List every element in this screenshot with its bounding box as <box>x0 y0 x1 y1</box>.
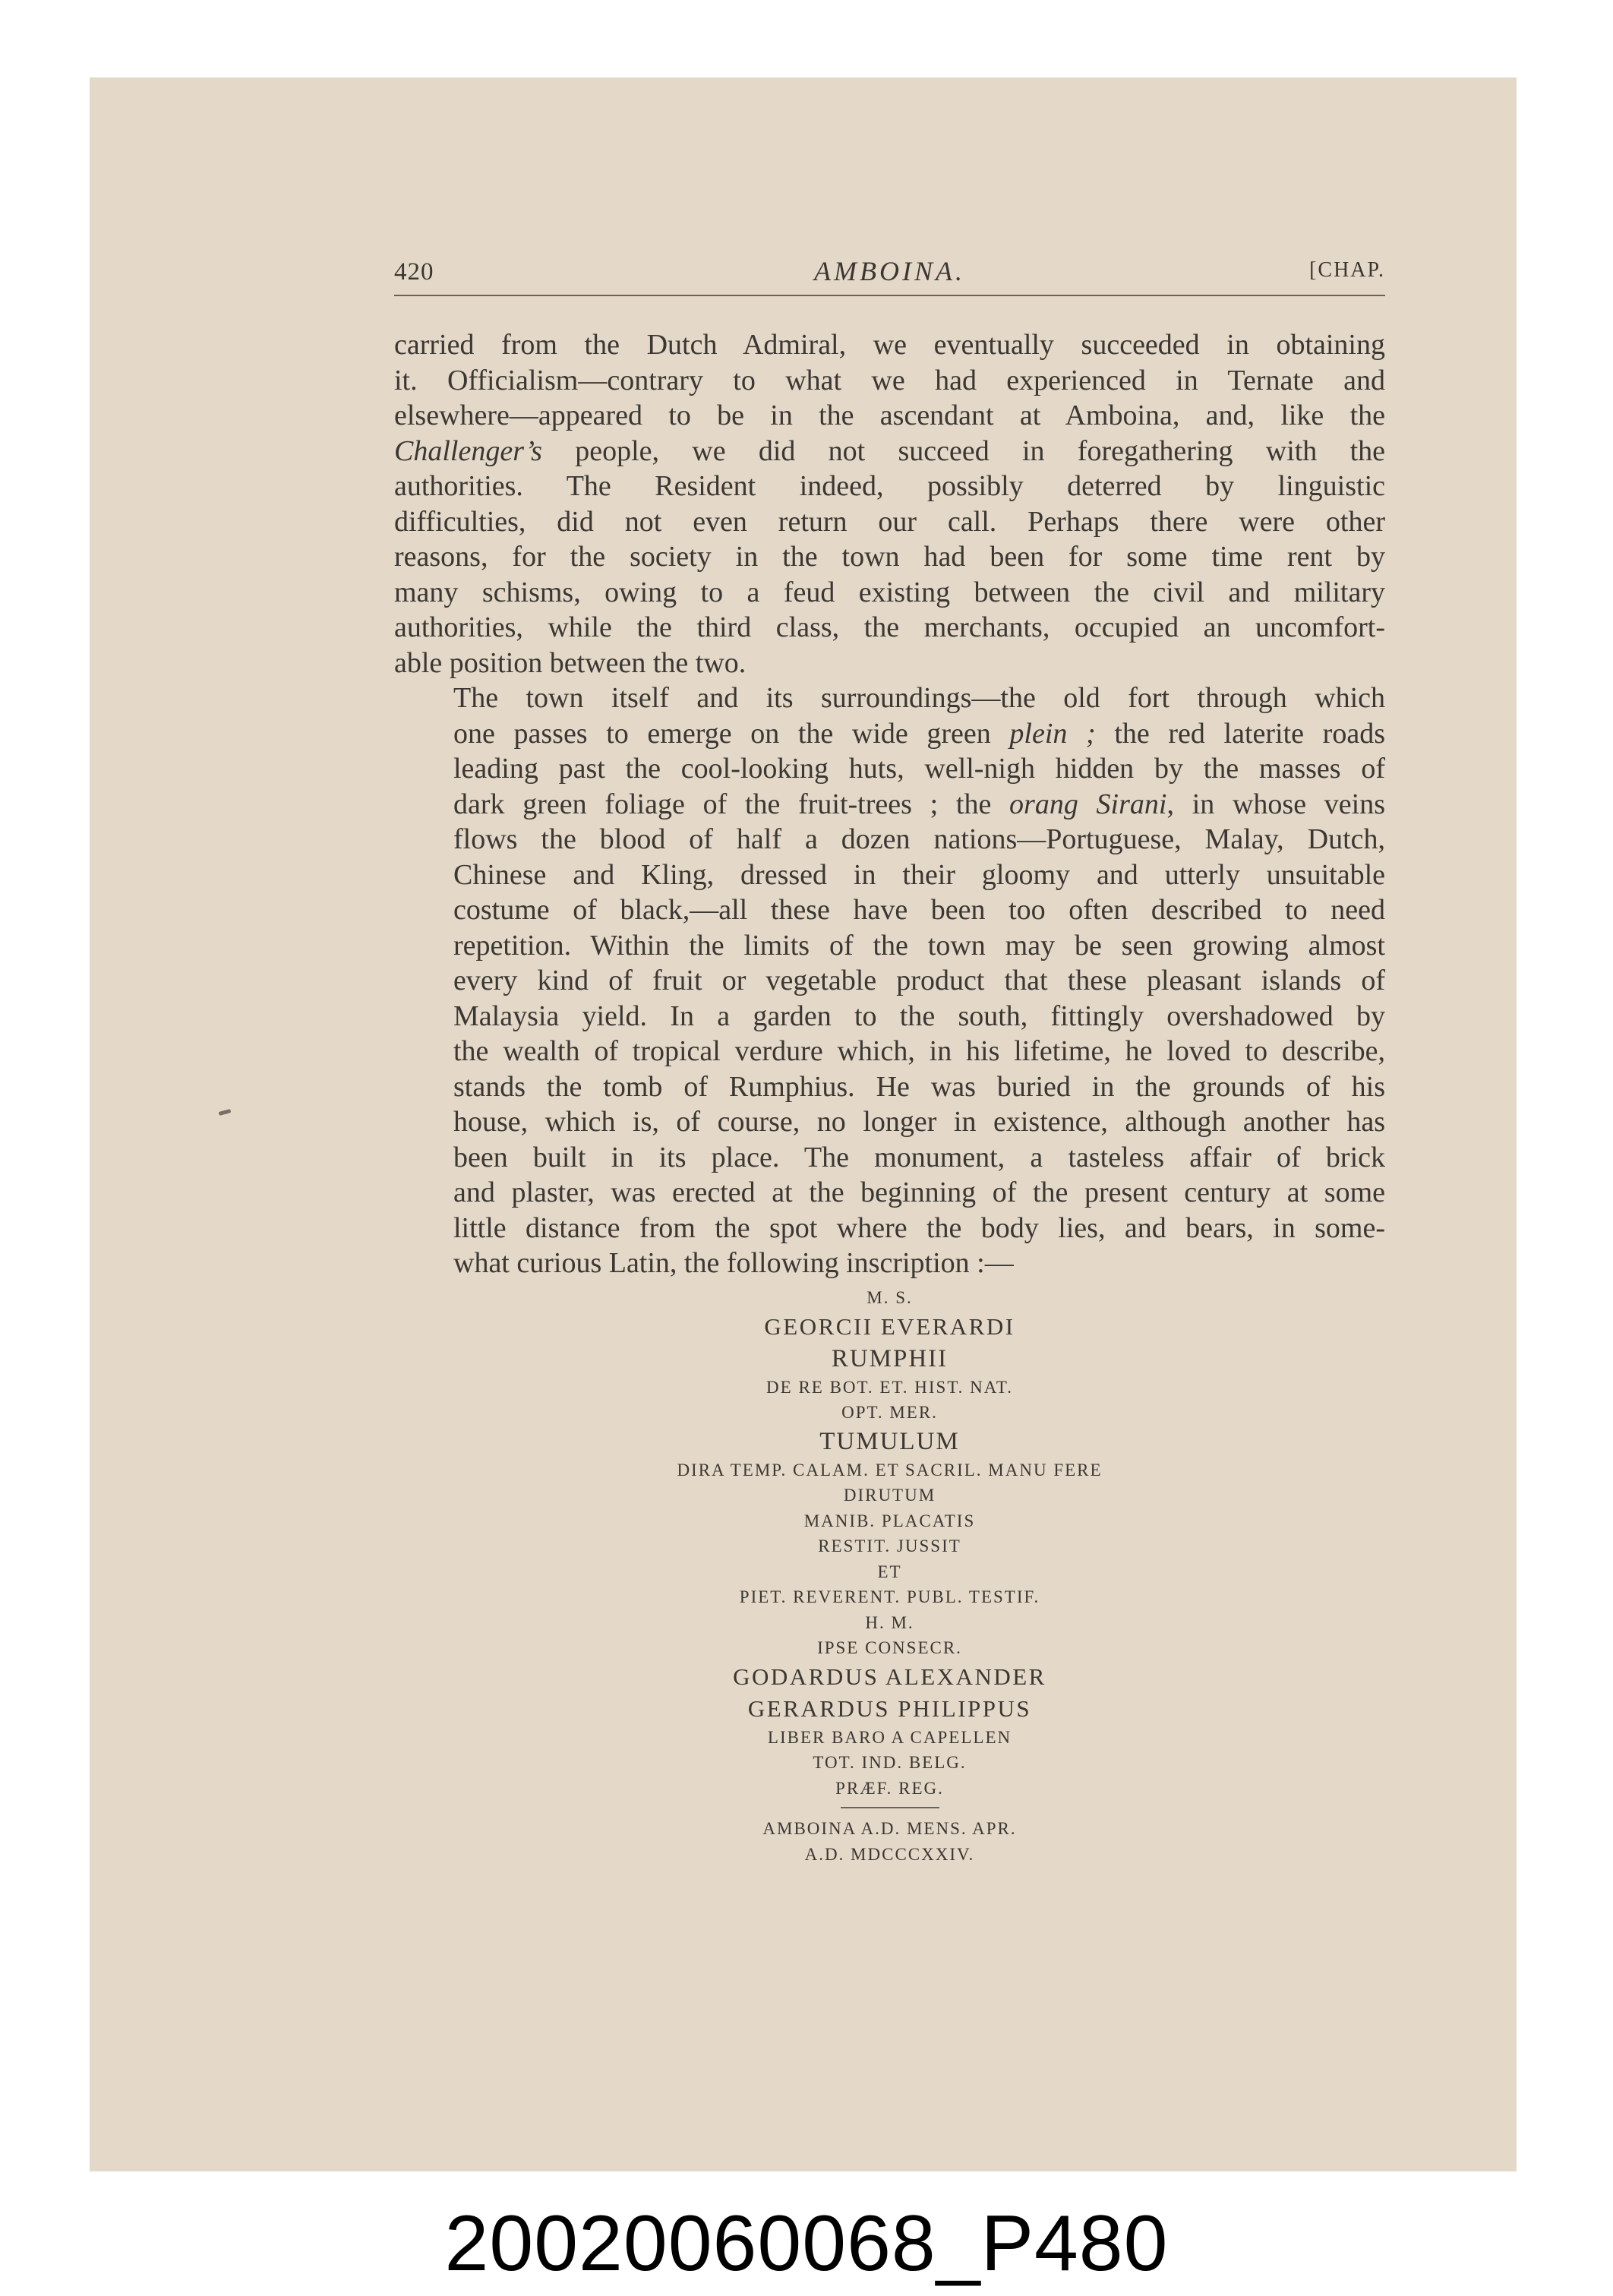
text-line: dark green foliage of the fruit-trees ; the orang Sirani, in whose veins <box>453 788 1385 820</box>
text-line: reasons, for the society in the town had been for some time rent by <box>394 541 1385 573</box>
inscription-line: TUMULUM <box>819 1427 960 1455</box>
running-header <box>394 258 1385 296</box>
text-line: what curious Latin, the following inscription :— <box>453 1247 1014 1279</box>
tomb-inscription <box>394 1285 1385 1867</box>
paragraph <box>394 327 1385 681</box>
inscription-line: H. M. <box>865 1612 914 1632</box>
text-line: flows the blood of half a dozen nations—Portuguese, Malay, Dutch, <box>453 823 1385 855</box>
text-line: able position between the two. <box>394 646 747 679</box>
inscription-line: MANIB. PLACATIS <box>803 1511 976 1530</box>
inscription-line: LIBER BARO A CAPELLEN <box>767 1727 1012 1747</box>
text-line: leading past the cool-looking huts, well-nigh hidden by the masses of <box>453 753 1385 785</box>
inscription-line: M. S. <box>866 1288 913 1307</box>
inscription-line: ET <box>877 1562 902 1581</box>
text-line: every kind of fruit or vegetable product that these pleasant islands of <box>453 965 1385 996</box>
inscription-date <box>394 1816 1385 1867</box>
text-line: many schisms, owing to a feud existing between the civil and military <box>394 576 1385 608</box>
text-line: and plaster, was erected at the beginning of the present century at some <box>453 1176 1385 1208</box>
text-line: carried from the Dutch Admiral, we eventually succeeded in obtaining <box>394 329 1385 361</box>
text-line: Challenger’s people, we did not succeed in foregathering with the <box>394 434 1385 467</box>
inscription-line: RUMPHII <box>831 1344 949 1372</box>
text-line: Chinese and Kling, dressed in their gloomy and utterly unsuitable <box>453 858 1385 891</box>
text-line: stands the tomb of Rumphius. He was buried in the grounds of his <box>453 1070 1385 1103</box>
text-line: difficulties, did not even return our call. Perhaps there were other <box>394 505 1385 538</box>
body-text <box>394 327 1385 1281</box>
inscription-line: GEORCII EVERARDI <box>764 1312 1015 1340</box>
text-line: elsewhere—appeared to be in the ascendant at Amboina, and, like the <box>394 400 1385 431</box>
inscription-line: DE RE BOT. ET. HIST. NAT. <box>766 1377 1013 1397</box>
text-line: The town itself and its surroundings—the old fort through which <box>453 682 1385 714</box>
text-line: the wealth of tropical verdure which, in his lifetime, he loved to describe, <box>453 1035 1385 1067</box>
text-line: it. Officialism—contrary to what we had experienced in Ternate and <box>394 364 1385 396</box>
inscription-line: DIRA TEMP. CALAM. ET SACRIL. MANU FERE <box>677 1460 1103 1480</box>
inscription-line: OPT. MER. <box>841 1403 938 1422</box>
inscription-line: PIET. REVERENT. PUBL. TESTIF. <box>739 1587 1040 1606</box>
inscription-date-line: AMBOINA A.D. MENS. APR. <box>762 1819 1017 1838</box>
inscription-line: PRÆF. REG. <box>835 1778 944 1798</box>
inscription-date-line: A.D. MDCCCXXIV. <box>804 1844 975 1864</box>
inscription-line: IPSE CONSECR. <box>817 1638 962 1657</box>
inscription-line: DIRUTUM <box>843 1486 936 1505</box>
paragraph <box>394 681 1385 1281</box>
chapter-mark: [CHAP. <box>1309 258 1385 282</box>
inscription-line: TOT. IND. BELG. <box>813 1753 967 1772</box>
page-number: 420 <box>394 258 434 286</box>
text-line: authorities. The Resident indeed, possibly deterred by linguistic <box>394 470 1385 502</box>
inscription-line: RESTIT. JUSSIT <box>818 1536 961 1555</box>
inscription-line: GERARDUS PHILIPPUS <box>747 1694 1032 1722</box>
inscription-rule <box>841 1807 939 1808</box>
text-line: repetition. Within the limits of the town may be seen growing almost <box>453 929 1385 962</box>
text-line: authorities, while the third class, the merchants, occupied an uncomfort- <box>394 611 1385 643</box>
text-line: costume of black,—all these have been too often described to need <box>453 894 1385 926</box>
text-line: house, which is, of course, no longer in existence, although another has <box>453 1106 1385 1138</box>
image-code: 20020060068_P480 <box>444 2200 1169 2288</box>
text-line: one passes to emerge on the wide green plein ; the red laterite roads <box>453 717 1385 750</box>
text-line: Malaysia yield. In a garden to the south, fittingly overshadowed by <box>453 1000 1385 1032</box>
text-line: little distance from the spot where the body lies, and bears, in some- <box>453 1211 1385 1244</box>
running-title: AMBOINA. <box>814 256 965 286</box>
text-line: been built in its place. The monument, a tasteless affair of brick <box>453 1141 1385 1173</box>
inscription-line: GODARDUS ALEXANDER <box>733 1663 1046 1690</box>
inscription-lines <box>394 1285 1385 1801</box>
